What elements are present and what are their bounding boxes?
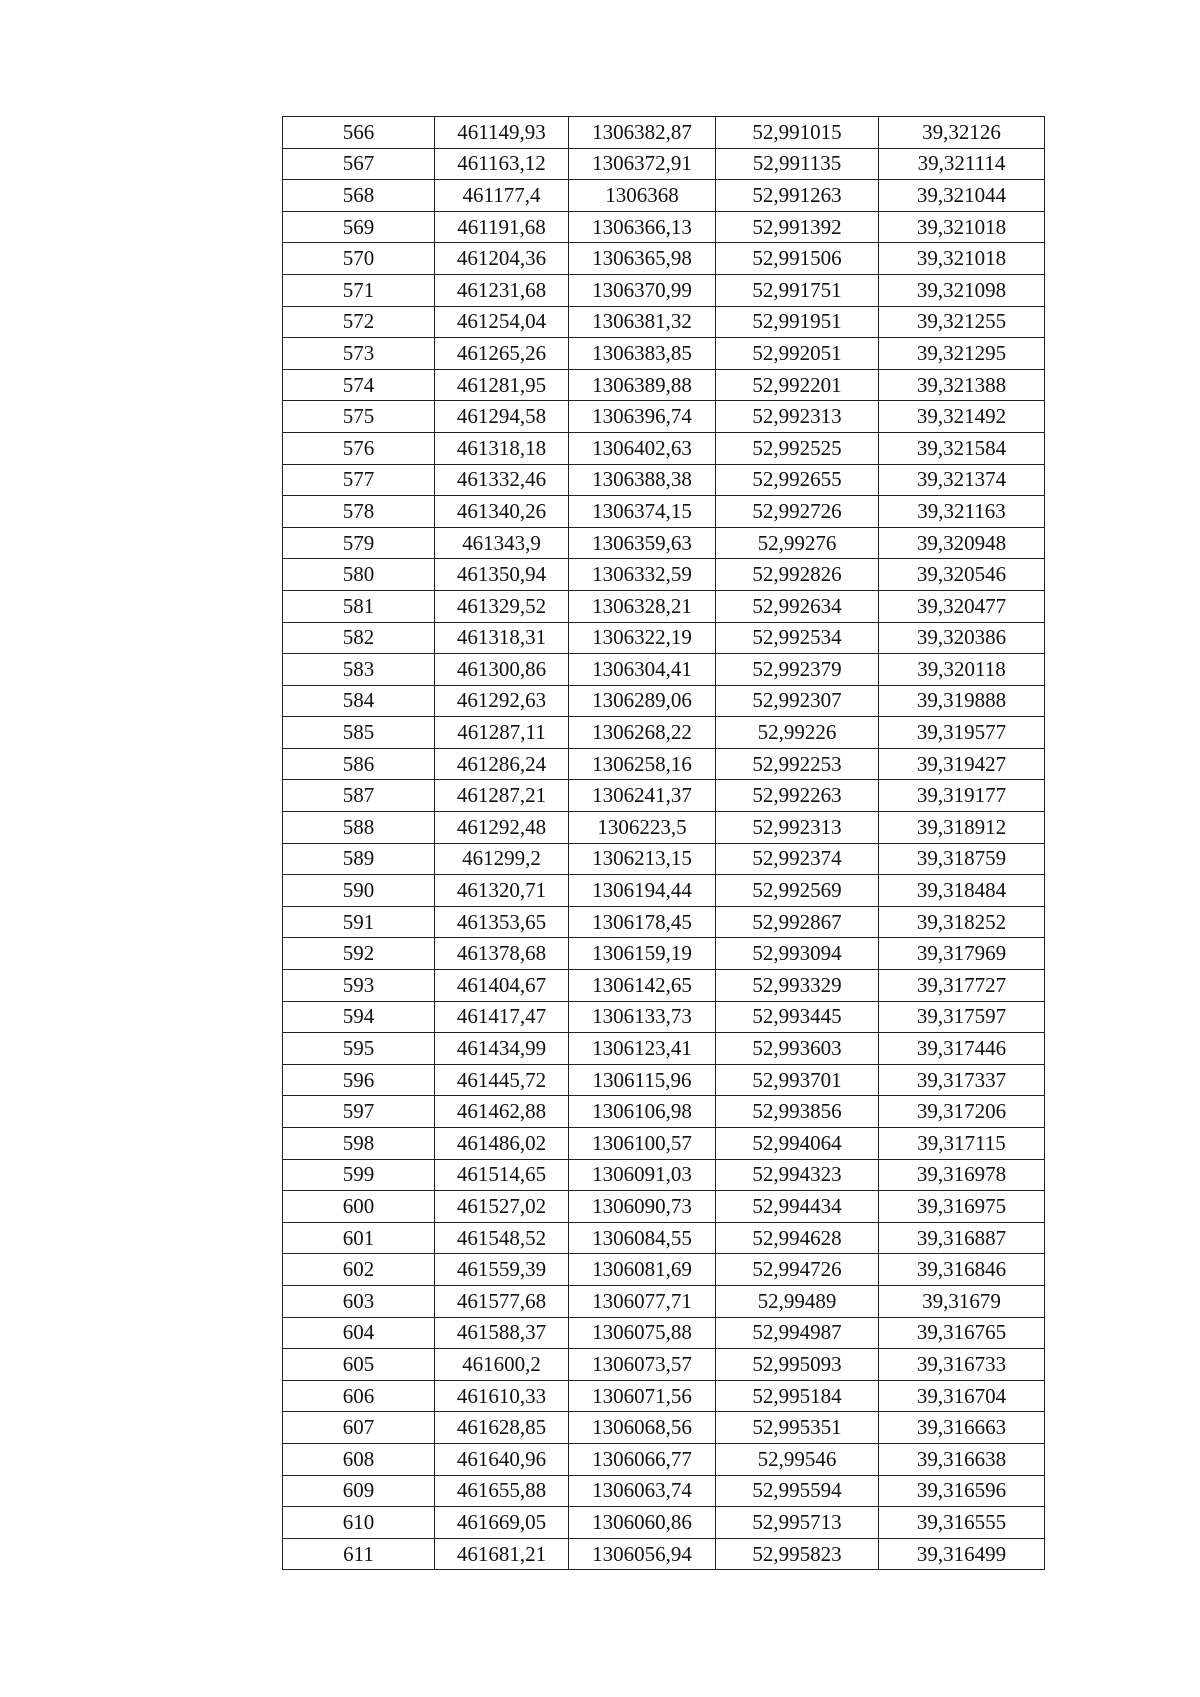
- table-row: [283, 496, 1045, 528]
- x-coordinate-cell: 461292,63: [435, 685, 569, 717]
- point-number-cell: 577: [283, 464, 435, 496]
- table-row: [283, 527, 1045, 559]
- longitude-cell: 39,320948: [879, 527, 1045, 559]
- latitude-cell: 52,991263: [716, 180, 879, 212]
- point-number-cell: 578: [283, 496, 435, 528]
- table-row: [283, 1443, 1045, 1475]
- x-coordinate-cell: 461300,86: [435, 654, 569, 686]
- longitude-cell: 39,320477: [879, 590, 1045, 622]
- point-number-cell: 588: [283, 812, 435, 844]
- table-row: [283, 1191, 1045, 1223]
- table-row: [283, 685, 1045, 717]
- x-coordinate-cell: 461640,96: [435, 1443, 569, 1475]
- y-coordinate-cell: 1306060,86: [569, 1507, 716, 1539]
- x-coordinate-cell: 461299,2: [435, 843, 569, 875]
- longitude-cell: 39,316704: [879, 1380, 1045, 1412]
- coordinates-table: [282, 116, 1045, 1570]
- x-coordinate-cell: 461559,39: [435, 1254, 569, 1286]
- x-coordinate-cell: 461588,37: [435, 1317, 569, 1349]
- longitude-cell: 39,319177: [879, 780, 1045, 812]
- latitude-cell: 52,994064: [716, 1128, 879, 1160]
- table-row: [283, 1033, 1045, 1065]
- x-coordinate-cell: 461318,31: [435, 622, 569, 654]
- table-row: [283, 117, 1045, 149]
- x-coordinate-cell: 461655,88: [435, 1475, 569, 1507]
- longitude-cell: 39,316978: [879, 1159, 1045, 1191]
- y-coordinate-cell: 1306073,57: [569, 1349, 716, 1381]
- y-coordinate-cell: 1306068,56: [569, 1412, 716, 1444]
- point-number-cell: 592: [283, 938, 435, 970]
- longitude-cell: 39,321374: [879, 464, 1045, 496]
- latitude-cell: 52,991392: [716, 211, 879, 243]
- y-coordinate-cell: 1306142,65: [569, 970, 716, 1002]
- longitude-cell: 39,319427: [879, 748, 1045, 780]
- longitude-cell: 39,317597: [879, 1001, 1045, 1033]
- x-coordinate-cell: 461191,68: [435, 211, 569, 243]
- table-row: [283, 338, 1045, 370]
- point-number-cell: 575: [283, 401, 435, 433]
- table-row: [283, 180, 1045, 212]
- table-row: [283, 148, 1045, 180]
- y-coordinate-cell: 1306075,88: [569, 1317, 716, 1349]
- y-coordinate-cell: 1306289,06: [569, 685, 716, 717]
- latitude-cell: 52,992655: [716, 464, 879, 496]
- y-coordinate-cell: 1306268,22: [569, 717, 716, 749]
- table-row: [283, 843, 1045, 875]
- point-number-cell: 566: [283, 117, 435, 149]
- latitude-cell: 52,991951: [716, 306, 879, 338]
- latitude-cell: 52,994987: [716, 1317, 879, 1349]
- latitude-cell: 52,992051: [716, 338, 879, 370]
- x-coordinate-cell: 461163,12: [435, 148, 569, 180]
- longitude-cell: 39,316638: [879, 1443, 1045, 1475]
- latitude-cell: 52,992313: [716, 812, 879, 844]
- longitude-cell: 39,316733: [879, 1349, 1045, 1381]
- x-coordinate-cell: 461329,52: [435, 590, 569, 622]
- y-coordinate-cell: 1306091,03: [569, 1159, 716, 1191]
- point-number-cell: 567: [283, 148, 435, 180]
- y-coordinate-cell: 1306213,15: [569, 843, 716, 875]
- x-coordinate-cell: 461527,02: [435, 1191, 569, 1223]
- point-number-cell: 597: [283, 1096, 435, 1128]
- point-number-cell: 589: [283, 843, 435, 875]
- point-number-cell: 606: [283, 1380, 435, 1412]
- point-number-cell: 602: [283, 1254, 435, 1286]
- table-row: [283, 1064, 1045, 1096]
- table-row: [283, 654, 1045, 686]
- latitude-cell: 52,994434: [716, 1191, 879, 1223]
- x-coordinate-cell: 461292,48: [435, 812, 569, 844]
- longitude-cell: 39,319888: [879, 685, 1045, 717]
- x-coordinate-cell: 461378,68: [435, 938, 569, 970]
- longitude-cell: 39,317727: [879, 970, 1045, 1002]
- latitude-cell: 52,992634: [716, 590, 879, 622]
- latitude-cell: 52,992307: [716, 685, 879, 717]
- latitude-cell: 52,993701: [716, 1064, 879, 1096]
- point-number-cell: 610: [283, 1507, 435, 1539]
- y-coordinate-cell: 1306194,44: [569, 875, 716, 907]
- x-coordinate-cell: 461332,46: [435, 464, 569, 496]
- x-coordinate-cell: 461434,99: [435, 1033, 569, 1065]
- longitude-cell: 39,321098: [879, 274, 1045, 306]
- point-number-cell: 573: [283, 338, 435, 370]
- longitude-cell: 39,317115: [879, 1128, 1045, 1160]
- point-number-cell: 583: [283, 654, 435, 686]
- y-coordinate-cell: 1306402,63: [569, 432, 716, 464]
- latitude-cell: 52,99276: [716, 527, 879, 559]
- y-coordinate-cell: 1306241,37: [569, 780, 716, 812]
- longitude-cell: 39,321492: [879, 401, 1045, 433]
- point-number-cell: 601: [283, 1222, 435, 1254]
- longitude-cell: 39,321044: [879, 180, 1045, 212]
- x-coordinate-cell: 461340,26: [435, 496, 569, 528]
- longitude-cell: 39,318252: [879, 906, 1045, 938]
- table-row: [283, 875, 1045, 907]
- x-coordinate-cell: 461343,9: [435, 527, 569, 559]
- table-row: [283, 1159, 1045, 1191]
- table-row: [283, 906, 1045, 938]
- table-row: [283, 1349, 1045, 1381]
- table-row: [283, 1096, 1045, 1128]
- longitude-cell: 39,321584: [879, 432, 1045, 464]
- point-number-cell: 572: [283, 306, 435, 338]
- table-row: [283, 748, 1045, 780]
- table-row: [283, 211, 1045, 243]
- x-coordinate-cell: 461287,11: [435, 717, 569, 749]
- point-number-cell: 600: [283, 1191, 435, 1223]
- x-coordinate-cell: 461320,71: [435, 875, 569, 907]
- point-number-cell: 570: [283, 243, 435, 275]
- longitude-cell: 39,320546: [879, 559, 1045, 591]
- table-row: [283, 1380, 1045, 1412]
- x-coordinate-cell: 461177,4: [435, 180, 569, 212]
- table-row: [283, 1475, 1045, 1507]
- x-coordinate-cell: 461445,72: [435, 1064, 569, 1096]
- point-number-cell: 593: [283, 970, 435, 1002]
- y-coordinate-cell: 1306081,69: [569, 1254, 716, 1286]
- table-row: [283, 1254, 1045, 1286]
- point-number-cell: 607: [283, 1412, 435, 1444]
- longitude-cell: 39,318912: [879, 812, 1045, 844]
- x-coordinate-cell: 461294,58: [435, 401, 569, 433]
- x-coordinate-cell: 461514,65: [435, 1159, 569, 1191]
- latitude-cell: 52,992253: [716, 748, 879, 780]
- latitude-cell: 52,995093: [716, 1349, 879, 1381]
- x-coordinate-cell: 461417,47: [435, 1001, 569, 1033]
- longitude-cell: 39,318484: [879, 875, 1045, 907]
- x-coordinate-cell: 461350,94: [435, 559, 569, 591]
- latitude-cell: 52,995713: [716, 1507, 879, 1539]
- latitude-cell: 52,992525: [716, 432, 879, 464]
- x-coordinate-cell: 461287,21: [435, 780, 569, 812]
- point-number-cell: 585: [283, 717, 435, 749]
- point-number-cell: 576: [283, 432, 435, 464]
- latitude-cell: 52,991506: [716, 243, 879, 275]
- x-coordinate-cell: 461577,68: [435, 1285, 569, 1317]
- point-number-cell: 596: [283, 1064, 435, 1096]
- y-coordinate-cell: 1306383,85: [569, 338, 716, 370]
- x-coordinate-cell: 461149,93: [435, 117, 569, 149]
- x-coordinate-cell: 461204,36: [435, 243, 569, 275]
- table-row: [283, 622, 1045, 654]
- x-coordinate-cell: 461548,52: [435, 1222, 569, 1254]
- y-coordinate-cell: 1306328,21: [569, 590, 716, 622]
- x-coordinate-cell: 461286,24: [435, 748, 569, 780]
- point-number-cell: 574: [283, 369, 435, 401]
- y-coordinate-cell: 1306123,41: [569, 1033, 716, 1065]
- y-coordinate-cell: 1306332,59: [569, 559, 716, 591]
- y-coordinate-cell: 1306370,99: [569, 274, 716, 306]
- x-coordinate-cell: 461281,95: [435, 369, 569, 401]
- y-coordinate-cell: 1306322,19: [569, 622, 716, 654]
- point-number-cell: 594: [283, 1001, 435, 1033]
- point-number-cell: 584: [283, 685, 435, 717]
- latitude-cell: 52,991135: [716, 148, 879, 180]
- point-number-cell: 599: [283, 1159, 435, 1191]
- latitude-cell: 52,993856: [716, 1096, 879, 1128]
- latitude-cell: 52,993329: [716, 970, 879, 1002]
- x-coordinate-cell: 461404,67: [435, 970, 569, 1002]
- latitude-cell: 52,994323: [716, 1159, 879, 1191]
- longitude-cell: 39,32126: [879, 117, 1045, 149]
- y-coordinate-cell: 1306388,38: [569, 464, 716, 496]
- x-coordinate-cell: 461681,21: [435, 1538, 569, 1570]
- y-coordinate-cell: 1306382,87: [569, 117, 716, 149]
- y-coordinate-cell: 1306090,73: [569, 1191, 716, 1223]
- point-number-cell: 603: [283, 1285, 435, 1317]
- latitude-cell: 52,992374: [716, 843, 879, 875]
- point-number-cell: 569: [283, 211, 435, 243]
- longitude-cell: 39,317969: [879, 938, 1045, 970]
- x-coordinate-cell: 461600,2: [435, 1349, 569, 1381]
- point-number-cell: 568: [283, 180, 435, 212]
- point-number-cell: 582: [283, 622, 435, 654]
- point-number-cell: 609: [283, 1475, 435, 1507]
- table-row: [283, 432, 1045, 464]
- y-coordinate-cell: 1306071,56: [569, 1380, 716, 1412]
- y-coordinate-cell: 1306178,45: [569, 906, 716, 938]
- longitude-cell: 39,31679: [879, 1285, 1045, 1317]
- y-coordinate-cell: 1306133,73: [569, 1001, 716, 1033]
- longitude-cell: 39,321295: [879, 338, 1045, 370]
- longitude-cell: 39,317337: [879, 1064, 1045, 1096]
- y-coordinate-cell: 1306066,77: [569, 1443, 716, 1475]
- point-number-cell: 580: [283, 559, 435, 591]
- longitude-cell: 39,321018: [879, 243, 1045, 275]
- point-number-cell: 581: [283, 590, 435, 622]
- x-coordinate-cell: 461610,33: [435, 1380, 569, 1412]
- y-coordinate-cell: 1306159,19: [569, 938, 716, 970]
- latitude-cell: 52,992263: [716, 780, 879, 812]
- table-row: [283, 970, 1045, 1002]
- y-coordinate-cell: 1306365,98: [569, 243, 716, 275]
- table-row: [283, 780, 1045, 812]
- latitude-cell: 52,993094: [716, 938, 879, 970]
- x-coordinate-cell: 461669,05: [435, 1507, 569, 1539]
- table-row: [283, 938, 1045, 970]
- y-coordinate-cell: 1306372,91: [569, 148, 716, 180]
- x-coordinate-cell: 461486,02: [435, 1128, 569, 1160]
- table-row: [283, 306, 1045, 338]
- latitude-cell: 52,995184: [716, 1380, 879, 1412]
- y-coordinate-cell: 1306063,74: [569, 1475, 716, 1507]
- table-row: [283, 717, 1045, 749]
- table-row: [283, 1001, 1045, 1033]
- point-number-cell: 591: [283, 906, 435, 938]
- table-row: [283, 559, 1045, 591]
- latitude-cell: 52,995351: [716, 1412, 879, 1444]
- latitude-cell: 52,995594: [716, 1475, 879, 1507]
- longitude-cell: 39,321018: [879, 211, 1045, 243]
- table-row: [283, 369, 1045, 401]
- table-row: [283, 1538, 1045, 1570]
- y-coordinate-cell: 1306359,63: [569, 527, 716, 559]
- longitude-cell: 39,317446: [879, 1033, 1045, 1065]
- longitude-cell: 39,316555: [879, 1507, 1045, 1539]
- latitude-cell: 52,994628: [716, 1222, 879, 1254]
- point-number-cell: 608: [283, 1443, 435, 1475]
- y-coordinate-cell: 1306389,88: [569, 369, 716, 401]
- longitude-cell: 39,316887: [879, 1222, 1045, 1254]
- y-coordinate-cell: 1306374,15: [569, 496, 716, 528]
- longitude-cell: 39,316663: [879, 1412, 1045, 1444]
- point-number-cell: 590: [283, 875, 435, 907]
- x-coordinate-cell: 461254,04: [435, 306, 569, 338]
- longitude-cell: 39,320118: [879, 654, 1045, 686]
- y-coordinate-cell: 1306223,5: [569, 812, 716, 844]
- coordinates-table-body: [283, 117, 1045, 1570]
- latitude-cell: 52,992826: [716, 559, 879, 591]
- latitude-cell: 52,99489: [716, 1285, 879, 1317]
- point-number-cell: 587: [283, 780, 435, 812]
- y-coordinate-cell: 1306106,98: [569, 1096, 716, 1128]
- y-coordinate-cell: 1306056,94: [569, 1538, 716, 1570]
- latitude-cell: 52,992313: [716, 401, 879, 433]
- x-coordinate-cell: 461353,65: [435, 906, 569, 938]
- y-coordinate-cell: 1306368: [569, 180, 716, 212]
- longitude-cell: 39,316596: [879, 1475, 1045, 1507]
- longitude-cell: 39,321114: [879, 148, 1045, 180]
- y-coordinate-cell: 1306115,96: [569, 1064, 716, 1096]
- y-coordinate-cell: 1306258,16: [569, 748, 716, 780]
- table-row: [283, 1222, 1045, 1254]
- longitude-cell: 39,316975: [879, 1191, 1045, 1223]
- longitude-cell: 39,321255: [879, 306, 1045, 338]
- latitude-cell: 52,992569: [716, 875, 879, 907]
- latitude-cell: 52,992534: [716, 622, 879, 654]
- latitude-cell: 52,992867: [716, 906, 879, 938]
- longitude-cell: 39,319577: [879, 717, 1045, 749]
- y-coordinate-cell: 1306077,71: [569, 1285, 716, 1317]
- point-number-cell: 598: [283, 1128, 435, 1160]
- point-number-cell: 571: [283, 274, 435, 306]
- longitude-cell: 39,316499: [879, 1538, 1045, 1570]
- y-coordinate-cell: 1306084,55: [569, 1222, 716, 1254]
- x-coordinate-cell: 461628,85: [435, 1412, 569, 1444]
- table-row: [283, 274, 1045, 306]
- latitude-cell: 52,992726: [716, 496, 879, 528]
- table-row: [283, 1128, 1045, 1160]
- latitude-cell: 52,991751: [716, 274, 879, 306]
- latitude-cell: 52,993445: [716, 1001, 879, 1033]
- x-coordinate-cell: 461231,68: [435, 274, 569, 306]
- longitude-cell: 39,318759: [879, 843, 1045, 875]
- y-coordinate-cell: 1306381,32: [569, 306, 716, 338]
- x-coordinate-cell: 461462,88: [435, 1096, 569, 1128]
- y-coordinate-cell: 1306396,74: [569, 401, 716, 433]
- point-number-cell: 586: [283, 748, 435, 780]
- longitude-cell: 39,316846: [879, 1254, 1045, 1286]
- table-row: [283, 812, 1045, 844]
- latitude-cell: 52,992379: [716, 654, 879, 686]
- point-number-cell: 595: [283, 1033, 435, 1065]
- latitude-cell: 52,995823: [716, 1538, 879, 1570]
- longitude-cell: 39,317206: [879, 1096, 1045, 1128]
- table-row: [283, 1285, 1045, 1317]
- latitude-cell: 52,99546: [716, 1443, 879, 1475]
- latitude-cell: 52,99226: [716, 717, 879, 749]
- y-coordinate-cell: 1306304,41: [569, 654, 716, 686]
- latitude-cell: 52,993603: [716, 1033, 879, 1065]
- point-number-cell: 611: [283, 1538, 435, 1570]
- x-coordinate-cell: 461265,26: [435, 338, 569, 370]
- latitude-cell: 52,994726: [716, 1254, 879, 1286]
- y-coordinate-cell: 1306100,57: [569, 1128, 716, 1160]
- point-number-cell: 605: [283, 1349, 435, 1381]
- longitude-cell: 39,316765: [879, 1317, 1045, 1349]
- longitude-cell: 39,321163: [879, 496, 1045, 528]
- table-row: [283, 464, 1045, 496]
- table-row: [283, 1507, 1045, 1539]
- x-coordinate-cell: 461318,18: [435, 432, 569, 464]
- y-coordinate-cell: 1306366,13: [569, 211, 716, 243]
- point-number-cell: 579: [283, 527, 435, 559]
- latitude-cell: 52,991015: [716, 117, 879, 149]
- table-row: [283, 401, 1045, 433]
- table-row: [283, 243, 1045, 275]
- latitude-cell: 52,992201: [716, 369, 879, 401]
- point-number-cell: 604: [283, 1317, 435, 1349]
- longitude-cell: 39,321388: [879, 369, 1045, 401]
- table-row: [283, 590, 1045, 622]
- longitude-cell: 39,320386: [879, 622, 1045, 654]
- table-row: [283, 1412, 1045, 1444]
- table-row: [283, 1317, 1045, 1349]
